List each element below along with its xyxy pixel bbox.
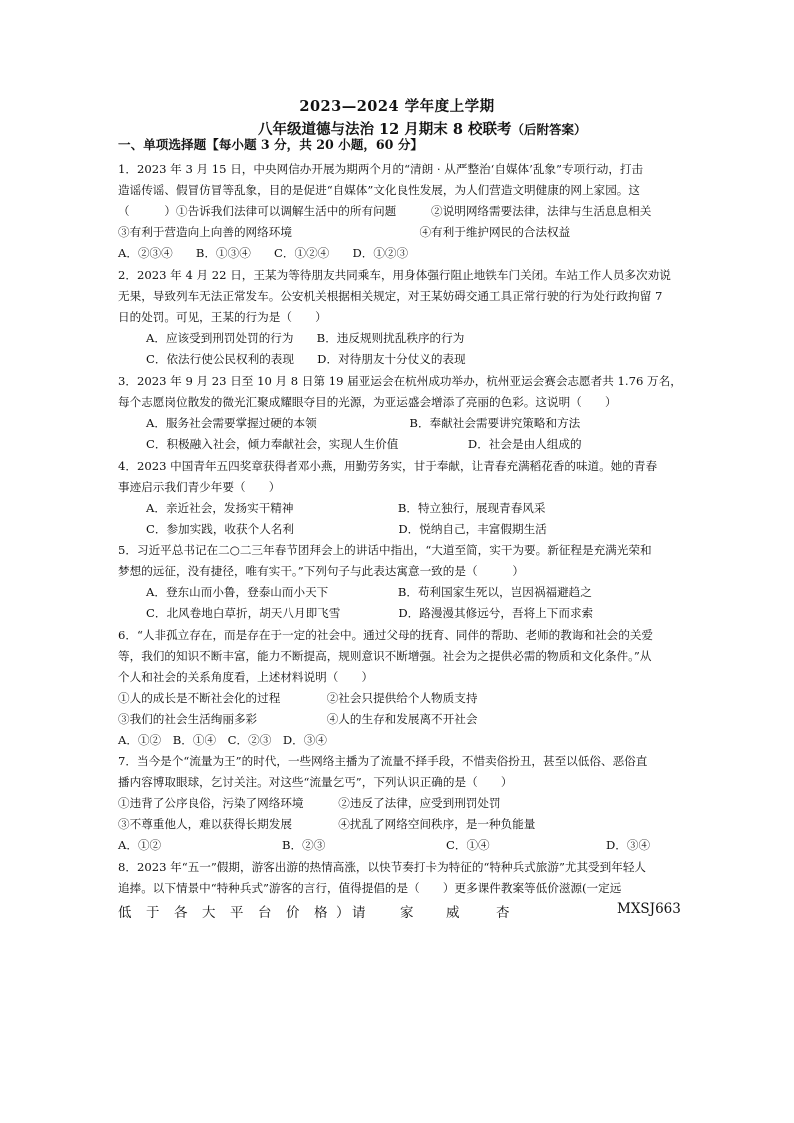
q4-options-ab: A．亲近社会，发扬实干精神 B．特立独行，展现青春风采 [146,501,546,515]
exam-title-note: （后附答案） [511,122,587,137]
q6-answer-choices: A．①② B．①④ C．②③ D．③④ [118,733,327,747]
watermark-char: 于 [146,905,160,921]
q1-answer-choices: A．②③④ B．①③④ C．①②④ D．①②③ [118,246,409,260]
q8-line-2: 追捧。以下情景中“特种兵式”游客的言行，值得提倡的是（ ）更多课件教案等低价滋源(一定远 [118,881,622,895]
q4-options-cd: C．参加实践，收获个人名利 D．悦纳自己，丰富假期生活 [146,522,547,536]
q7-choice-c: C．①④ [446,838,490,852]
q5-line-2: 梦想的远征，没有捷径，唯有实干。”下列句子与此表达寓意一致的是（ ） [118,564,524,578]
q1-line-1: 1．2023 年 3 月 15 日，中央网信办开展为期两个月的“清朗 · 从严整治‘自媒体’乱象”专项行动，打击 [118,162,644,176]
watermark-char: 威 [446,905,460,921]
watermark-char: 杏 [496,905,510,921]
q7-choice-b: B．②③ [282,838,326,852]
q2-line-3: 日的处罚。可见，王某的行为是（ ） [118,310,327,324]
q5-line-1: 5．习近平总书记在二○二三年春节团拜会上的讲话中指出，“大道至简，实干为要。新征程是充满光荣和 [118,543,652,557]
q7-line-1: 7．当今是个“流量为王”的时代，一些网络主播为了流量不择手段，不惜卖俗扮丑，甚至以低俗、恶俗直 [118,754,648,768]
section-heading: 一、单项选择题【每小题 3 分，共 20 小题，60 分】 [118,137,424,152]
q8-line-1: 8．2023 年“五一”假期，游客出游的热情高涨，以快节奏打卡为特征的“特种兵式旅游”尤其受到年轻人 [118,860,647,874]
q7-choice-d: D．③④ [606,838,651,852]
q3-options-ab: A．服务社会需要掌握过硬的本领 B．奉献社会需要讲究策略和方法 [146,416,581,430]
watermark-char: 平 [230,905,244,921]
q7-line-2: 播内容博取眼球，乞讨关注。对这些“流量乞丐”，下列认识正确的是（ ） [118,775,513,789]
watermark-char: 各 [174,905,188,921]
q5-options-cd: C．北风卷地白草折，胡天八月即飞雪 D．路漫漫其修远兮，吾将上下而求索 [146,606,594,620]
q2-options-ab: A．应该受到刑罚处罚的行为 B．违反规则扰乱秩序的行为 [146,331,465,345]
q1-line-3: （ ）①告诉我们法律可以调解生活中的所有问题 ②说明网络需要法律，法律与生活息息相关 [118,204,652,218]
watermark-char: 价 [286,905,300,921]
watermark-code: MXSJ663 [617,901,681,917]
q5-options-ab: A．登东山而小鲁，登泰山而小天下 B．苟利国家生死以，岂因祸福避趋之 [146,585,592,599]
q7-option-line-1: ①违背了公序良俗，污染了网络环境 ②违反了法律，应受到刑罚处罚 [118,796,501,810]
q6-option-line-1: ①人的成长是不断社会化的过程 ②社会只提供给个人物质支持 [118,691,478,705]
watermark-char: 台 [258,905,272,921]
watermark-char: 格 [314,905,328,921]
q6-option-line-2: ③我们的社会生活绚丽多彩 ④人的生存和发展离不开社会 [118,712,478,726]
q1-line-2: 造谣传谣、假冒仿冒等乱象，目的是促进“自媒体”文化良性发展，为人们营造文明健康的网上家园。这 [118,183,640,197]
q6-line-2: 等，我们的知识不断丰富，能力不断提高，规则意识不断增强。社会为之提供必需的物质和文化条件。”从 [118,649,652,663]
q1-option-line: ③有利于营造向上向善的网络环境 ④有利于维护网民的合法权益 [118,225,571,239]
watermark-char: 低 [118,905,132,921]
q7-option-line-2: ③不尊重他人，难以获得长期发展 ④扰乱了网络空间秩序，是一种负能量 [118,817,536,831]
q2-line-2: 无果，导致列车无法正常发车。公安机关根据相关规定，对王某妨碍交通工具正常行驶的行为处行政拘留 7 [118,289,663,303]
watermark-char: 家 [400,905,414,921]
q2-options-cd: C．依法行使公民权利的表现 D．对待朋友十分仗义的表现 [146,352,466,366]
exam-title-subject [258,118,586,139]
q3-line-2: 每个志愿岗位散发的微光汇聚成耀眼夺目的光源，为亚运盛会增添了亮丽的色彩。这说明（ ） [118,395,617,409]
exam-title-main: 八年级道德与法治 12 月期末 8 校联考 [258,121,512,138]
exam-title-year: 2023—2024 学年度上学期 [299,98,495,115]
q3-line-1: 3．2023 年 9 月 23 日至 10 月 8 日第 19 届亚运会在杭州成功举办，杭州亚运会赛会志愿者共 1.76 万名， [118,374,682,388]
q7-choice-a: A．①② [118,838,162,852]
q6-line-3: 个人和社会的关系角度看，上述材料说明（ ） [118,670,374,684]
q2-line-1: 2．2023 年 4 月 22 日，王某为等待朋友共同乘车，用身体强行阻止地铁车门关闭。车站工作人员多次劝说 [118,268,671,282]
q6-line-1: 6．“人非孤立存在，而是存在于一定的社会中。通过父母的抚育、同伴的帮助、老师的教诲和社会的关爱 [118,628,654,642]
q4-line-1: 4．2023 中国青年五四奖章获得者邓小燕，用勤劳务实，甘于奉献，让青春充满稻花香的味道。她的青春 [118,459,658,473]
q3-options-cd: C．积极融入社会，倾力奉献社会，实现人生价值 D．社会是由人组成的 [146,437,582,451]
watermark-char: ） [336,905,350,921]
watermark-char: 大 [202,905,216,921]
q4-line-2: 事迹启示我们青少年要（ ） [118,480,281,494]
watermark-char: 请 [352,905,366,921]
